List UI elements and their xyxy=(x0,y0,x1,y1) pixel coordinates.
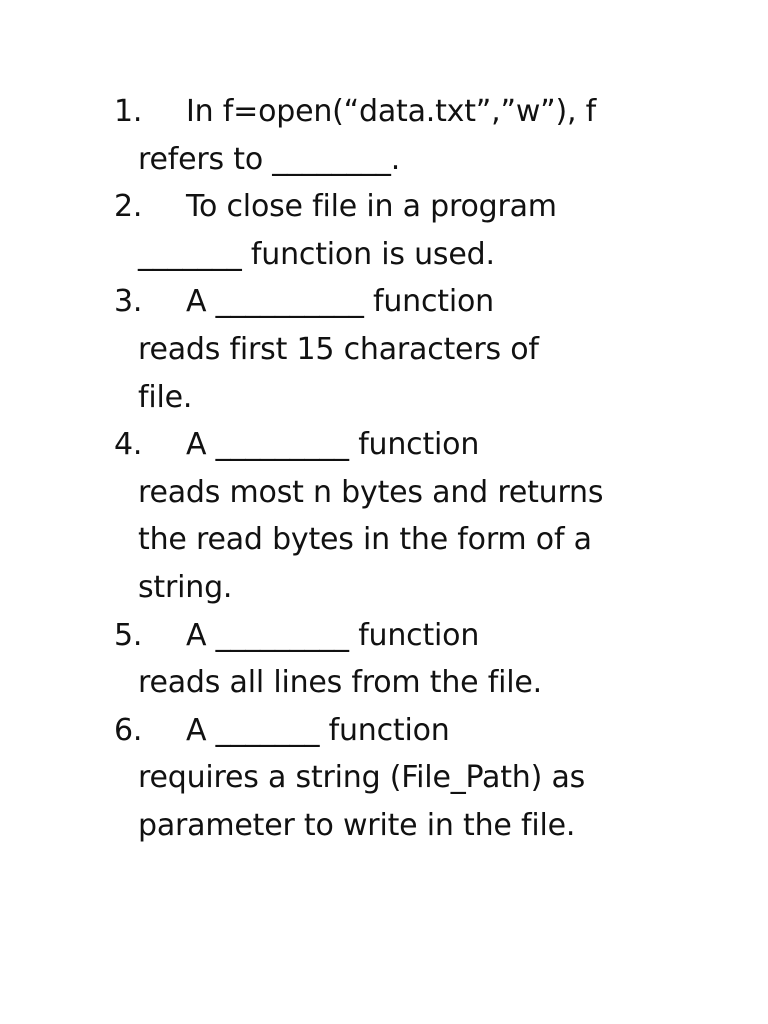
question-number: 5. xyxy=(114,617,143,653)
question-text-line: parameter to write in the file. xyxy=(138,807,576,843)
question-text-line: A __________ function xyxy=(186,284,494,320)
question-item xyxy=(0,88,768,183)
question-number: 6. xyxy=(114,712,143,748)
question-text-line: the read bytes in the form of a xyxy=(138,522,592,558)
question-number: 3. xyxy=(114,284,143,320)
question-text-line: A _______ function xyxy=(186,712,450,748)
question-text-line: requires a string (File_Path) as xyxy=(138,760,586,796)
question-text-line: file. xyxy=(138,379,193,415)
question-text-line: In f=open(“data.txt”,”w”), f xyxy=(186,94,597,129)
question-number: 2. xyxy=(114,189,143,225)
question-item xyxy=(0,612,768,707)
question-number: 1. xyxy=(114,94,143,129)
question-list xyxy=(0,88,768,850)
question-text-line: string. xyxy=(138,569,233,605)
question-text-line: reads first 15 characters of xyxy=(138,331,539,367)
question-text-line: _______ function is used. xyxy=(138,236,495,272)
question-item xyxy=(0,421,768,611)
question-number: 4. xyxy=(114,427,143,463)
question-text-line: A _________ function xyxy=(186,617,480,653)
question-text-line: refers to ________. xyxy=(138,141,401,177)
question-text-line: reads most n bytes and returns xyxy=(138,474,604,510)
question-text-line: A _________ function xyxy=(186,427,480,463)
question-text-line: reads all lines from the file. xyxy=(138,665,542,701)
question-item xyxy=(0,278,768,421)
question-item xyxy=(0,707,768,850)
question-item xyxy=(0,183,768,278)
question-text-line: To close file in a program xyxy=(186,189,557,225)
